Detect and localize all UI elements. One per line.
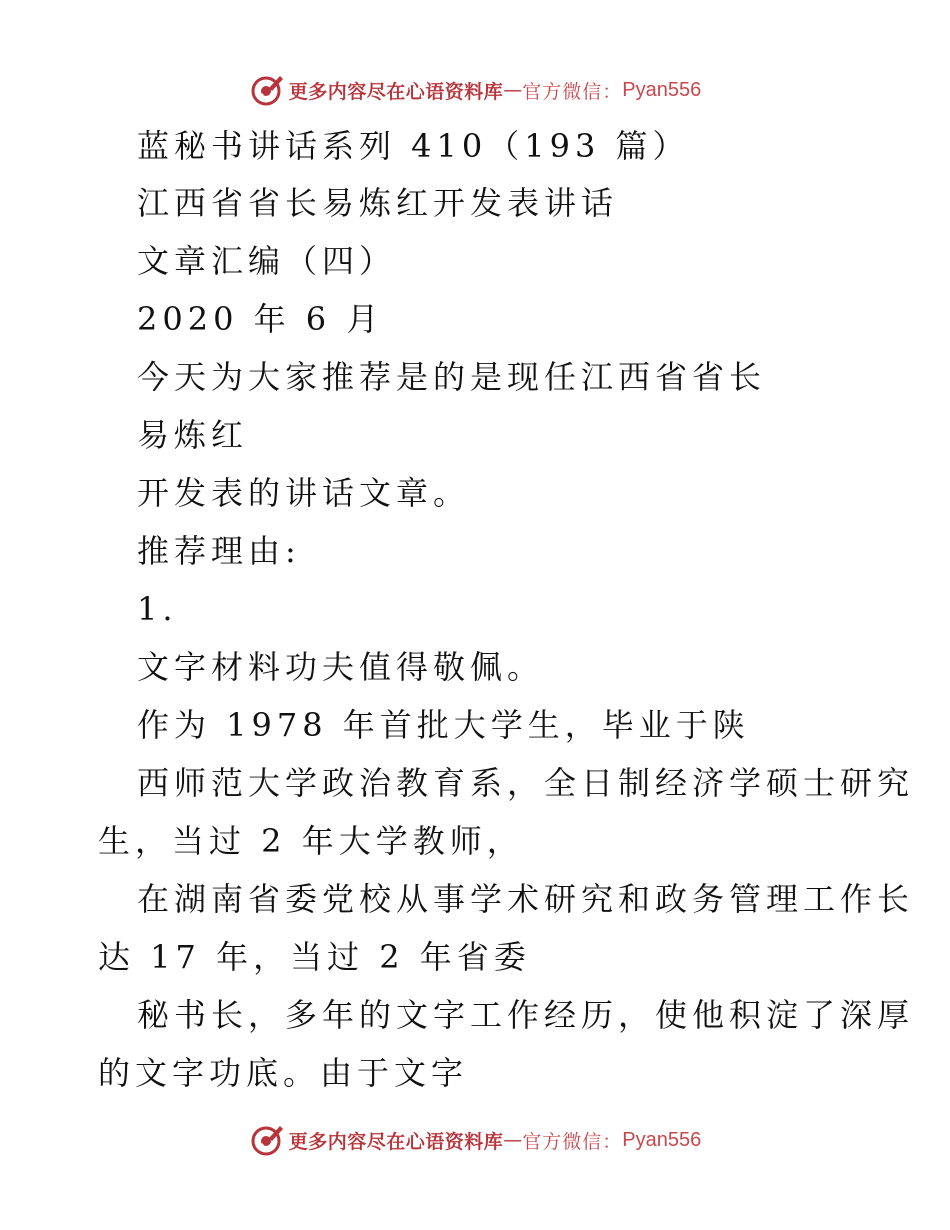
doc-line-date: 2020 年 6 月 (137, 300, 384, 338)
footer-banner (0, 1120, 950, 1160)
doc-line-paragraph: 开发表的讲话文章。 (137, 474, 471, 512)
doc-line-paragraph: 易炼红 (137, 416, 249, 454)
doc-line-heading: 推荐理由: (137, 532, 301, 570)
doc-line-paragraph: 作为 1978 年首批大学生，毕业于陕 (137, 706, 750, 744)
banner-title: 更多内容尽在心语资料库 (288, 1130, 504, 1153)
banner-title: 更多内容尽在心语资料库 (288, 80, 504, 103)
doc-line-paragraph: 今天为大家推荐是的是现任江西省省长 (137, 358, 767, 396)
pen-logo-icon (249, 1122, 285, 1158)
doc-line-paragraph: 生，当过 2 年大学教师， (98, 822, 524, 860)
banner-wechat-id: Pyan556 (622, 78, 702, 101)
doc-line-paragraph: 秘书长，多年的文字工作经历，使他积淀了深厚 (137, 996, 915, 1034)
doc-line-paragraph: 达 17 年，当过 2 年省委 (98, 938, 531, 976)
doc-line-series-title: 蓝秘书讲话系列 410（193 篇） (137, 127, 690, 165)
doc-line-list-number: 1. (137, 590, 178, 628)
doc-line-paragraph: 文字材料功夫值得敬佩。 (137, 648, 545, 686)
pen-logo-icon (249, 72, 285, 108)
banner-wechat-id: Pyan556 (622, 1128, 702, 1151)
banner-separator: — (503, 1129, 523, 1151)
doc-line-subtitle: 文章汇编（四） (137, 242, 397, 280)
doc-line-title: 江西省省长易炼红开发表讲话 (137, 184, 619, 222)
doc-line-paragraph: 西师范大学政治教育系，全日制经济学硕士研究 (137, 764, 915, 802)
doc-line-paragraph: 在湖南省委党校从事学术研究和政务管理工作长 (137, 880, 915, 918)
header-banner (0, 70, 950, 110)
banner-separator: — (503, 79, 523, 101)
banner-wechat-label: 官方微信： (522, 1130, 623, 1153)
doc-line-paragraph: 的文字功底。由于文字 (98, 1054, 469, 1092)
banner-wechat-label: 官方微信： (522, 80, 623, 103)
